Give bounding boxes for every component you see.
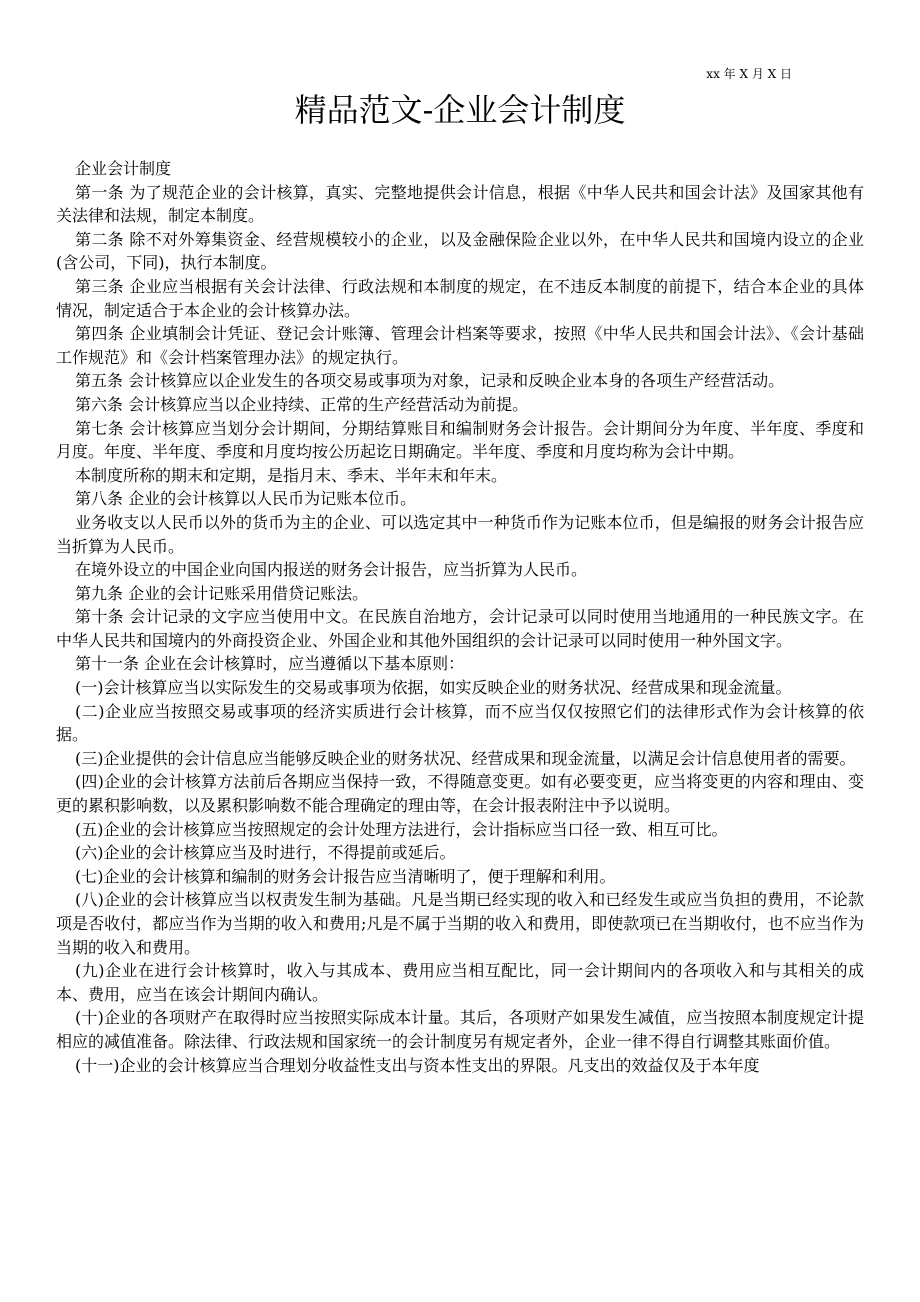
paragraph: 第七条 会计核算应当划分会计期间，分期结算账目和编制财务会计报告。会计期间分为年度、半年度、季度和月度。年度、半年度、季度和月度均按公历起讫日期确定。半年度、季度和月度均称为会计中期。: [56, 418, 864, 462]
paragraph: 第二条 除不对外筹集资金、经营规模较小的企业，以及金融保险企业以外，在中华人民共和国境内设立的企业(含公司，下同)，执行本制度。: [56, 229, 864, 273]
paragraph: (十一)企业的会计核算应当合理划分收益性支出与资本性支出的界限。凡支出的效益仅及于本年度: [75, 1055, 760, 1075]
paragraph: (九)企业在进行会计核算时，收入与其成本、费用应当相互配比，同一会计期间内的各项收入和与其相关的成本、费用，应当在该会计期间内确认。: [56, 961, 864, 1004]
paragraph: 第六条 会计核算应当以企业持续、正常的生产经营活动为前提。: [75, 394, 529, 414]
paragraph: (七)企业的会计核算和编制的财务会计报告应当清晰明了，便于理解和利用。: [75, 866, 616, 886]
paragraph: (五)企业的会计核算应当按照规定的会计处理方法进行，会计指标应当口径一致、相互可比。: [75, 819, 728, 839]
paragraph: (四)企业的会计核算方法前后各期应当保持一致，不得随意变更。如有必要变更，应当将变更的内容和理由、变更的累积影响数，以及累积影响数不能合理确定的理由等，在会计报表附注中予以说明。: [56, 772, 864, 816]
paragraph: 第三条 企业应当根据有关会计法律、行政法规和本制度的规定，在不违反本制度的前提下，结合本企业的具体情况，制定适合于本企业的会计核算办法。: [56, 276, 864, 320]
paragraph: 业务收支以人民币以外的货币为主的企业、可以选定其中一种货币作为记账本位币，但是编报的财务会计报告应当折算为人民币。: [56, 512, 864, 556]
document-title: 精品范文-企业会计制度: [294, 91, 626, 129]
paragraph: 本制度所称的期末和定期，是指月末、季末、半年末和年末。: [75, 465, 508, 485]
paragraph: (十)企业的各项财产在取得时应当按照实际成本计量。其后，各项财产如果发生减值，应当按照本制度规定计提相应的减值准备。除法律、行政法规和国家统一的会计制度另有规定者外，企业一律不得自行调整其账面价值。: [56, 1008, 864, 1051]
paragraph: (一)会计核算应当以实际发生的交易或事项为依据，如实反映企业的财务状况、经营成果和现金流量。: [75, 678, 792, 698]
document-body: [56, 157, 864, 1077]
paragraph: (二)企业应当按照交易或事项的经济实质进行会计核算，而不应当仅仅按照它们的法律形式作为会计核算的依据。: [56, 701, 864, 745]
paragraph: 第八条 企业的会计核算以人民币为记账本位币。: [75, 489, 417, 509]
paragraph: 在境外设立的中国企业向国内报送的财务会计报告，应当折算为人民币。: [75, 560, 588, 580]
paragraph: 第五条 会计核算应以企业发生的各项交易或事项为对象，记录和反映企业本身的各项生产经营活动。: [75, 371, 785, 391]
paragraph: 第十条 会计记录的文字应当使用中文。在民族自治地方，会计记录可以同时使用当地通用的一种民族文字。在中华人民共和国境内的外商投资企业、外国企业和其他外国组织的会计记录可以同时使用一种外国文字。: [56, 607, 864, 650]
paragraph: 第十一条 企业在会计核算时，应当遵循以下基本原则：: [75, 654, 465, 674]
document-date: xx 年 X 月 X 日: [706, 67, 792, 81]
paragraph: 第九条 企业的会计记账采用借贷记账法。: [75, 583, 369, 603]
paragraph: (六)企业的会计核算应当及时进行，不得提前或延后。: [75, 843, 456, 863]
paragraph: 第四条 企业填制会计凭证、登记会计账簿、管理会计档案等要求，按照《中华人民共和国会计法》、《会计基础工作规范》和《会计档案管理办法》的规定执行。: [56, 324, 864, 367]
paragraph: (三)企业提供的会计信息应当能够反映企业的财务状况、经营成果和现金流量，以满足会计信息使用者的需要。: [75, 748, 856, 768]
paragraph: 企业会计制度: [75, 159, 172, 178]
paragraph: 第一条 为了规范企业的会计核算，真实、完整地提供会计信息，根据《中华人民共和国会计法》及国家其他有关法律和法规，制定本制度。: [56, 182, 864, 226]
paragraph: (八)企业的会计核算应当以权责发生制为基础。凡是当期已经实现的收入和已经发生或应当负担的费用，不论款项是否收付，都应当作为当期的收入和费用;凡是不属于当期的收入和费用，即使款项已在当期收付，也不应当作为当期的收入和费用。: [56, 890, 864, 957]
